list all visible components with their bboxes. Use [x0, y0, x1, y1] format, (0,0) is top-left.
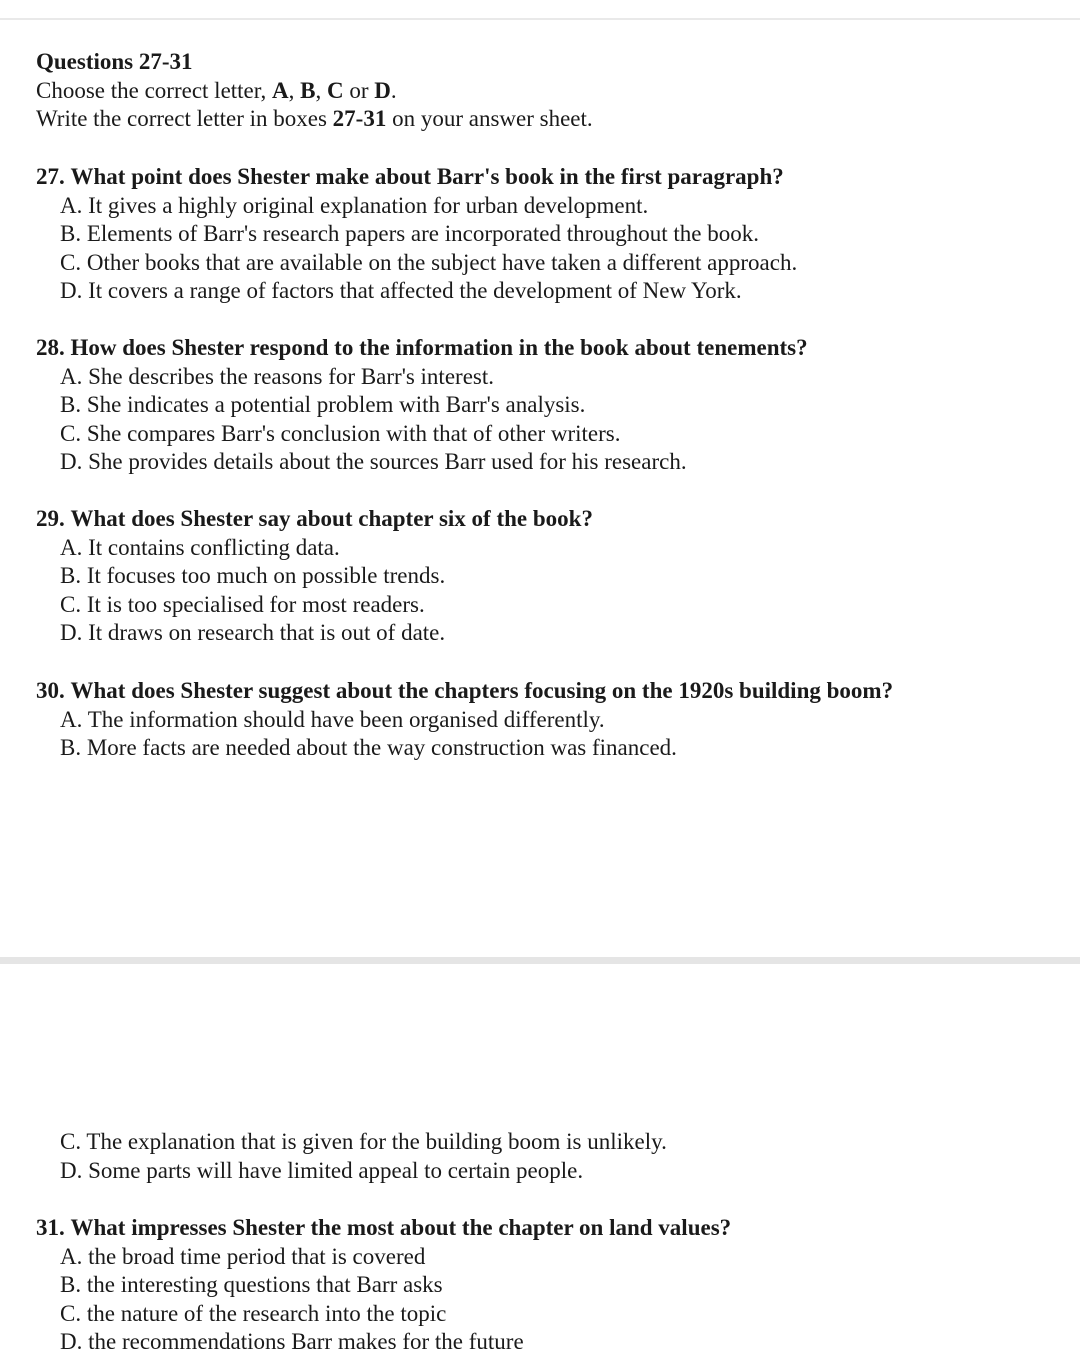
option-b: B. Elements of Barr's research papers are incorporated throughout the book.	[60, 221, 760, 247]
option-d: D. It draws on research that is out of date.	[60, 620, 446, 646]
top-divider	[0, 18, 1080, 20]
question-30	[36, 677, 1066, 763]
option-b: B. She indicates a potential problem with Barr's analysis.	[60, 392, 586, 418]
option-c: C. Other books that are available on the subject have taken a different approach.	[60, 249, 798, 275]
instruction-line-2: Write the correct letter in boxes 27-31 on your answer sheet.	[36, 106, 593, 132]
option-c: C. It is too specialised for most readers.	[60, 591, 425, 617]
option-c: C. The explanation that is given for the building boom is unlikely.	[60, 1129, 667, 1154]
option-a: A. the broad time period that is covered	[60, 1243, 426, 1269]
question-stem: 30. What does Shester suggest about the chapters focusing on the 1920s building boom?	[36, 678, 894, 703]
option-d: D. She provides details about the sources Barr used for his research.	[60, 449, 687, 475]
option-d: D. the recommendations Barr makes for the future	[60, 1329, 524, 1355]
question-27	[36, 163, 1066, 306]
question-31	[36, 1214, 1066, 1357]
question-stem: 31. What impresses Shester the most about the chapter on land values?	[36, 1215, 732, 1240]
option-b: B. More facts are needed about the way construction was financed.	[60, 735, 677, 761]
question-stem: 29. What does Shester say about chapter six of the book?	[36, 506, 593, 531]
option-d: D. It covers a range of factors that affected the development of New York.	[60, 278, 742, 304]
instructions-block	[36, 48, 1066, 134]
question-28	[36, 334, 1066, 477]
option-c: C. the nature of the research into the topic	[60, 1300, 447, 1326]
question-29	[36, 505, 1066, 648]
section-title: Questions 27-31	[36, 49, 193, 74]
page-break-divider	[0, 957, 1080, 964]
option-c: C. She compares Barr's conclusion with that of other writers.	[60, 420, 621, 446]
option-a: A. It gives a highly original explanation for urban development.	[60, 192, 649, 218]
option-d: D. Some parts will have limited appeal to certain people.	[60, 1157, 584, 1183]
question-stem: 27. What point does Shester make about Barr's book in the first paragraph?	[36, 164, 784, 189]
option-b: B. It focuses too much on possible trends.	[60, 563, 446, 589]
option-b: B. the interesting questions that Barr asks	[60, 1272, 443, 1298]
question-30-continued	[36, 1128, 1066, 1185]
question-stem: 28. How does Shester respond to the information in the book about tenements?	[36, 335, 808, 360]
option-a: A. The information should have been organised differently.	[60, 706, 605, 732]
option-a: A. She describes the reasons for Barr's interest.	[60, 363, 494, 389]
instruction-line-1: Choose the correct letter, A, B, C or D.	[36, 77, 397, 103]
option-a: A. It contains conflicting data.	[60, 534, 340, 560]
